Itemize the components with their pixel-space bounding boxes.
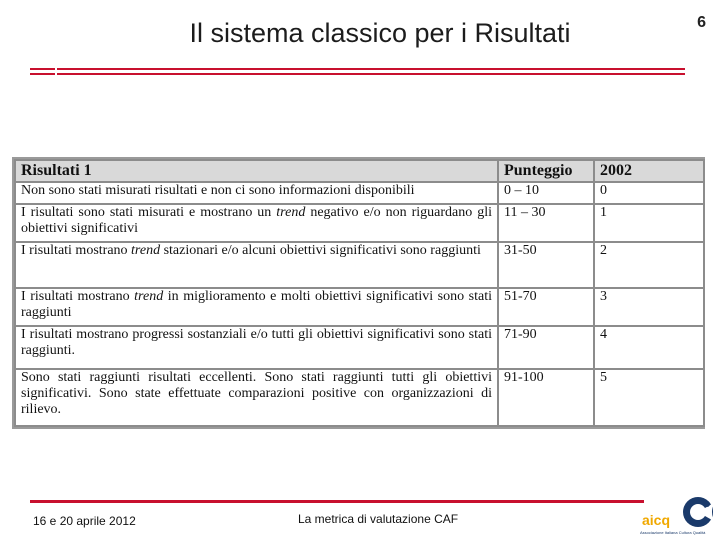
header-score-range: Punteggio	[498, 160, 594, 182]
footer-title: La metrica di valutazione CAF	[298, 512, 459, 526]
header-results: Risultati 1	[15, 160, 498, 182]
row-score: 4	[594, 326, 704, 369]
table-row	[15, 288, 704, 327]
row-score-range: 51-70	[498, 288, 594, 327]
table-row	[15, 326, 704, 369]
footer-date: 16 e 20 aprile 2012	[33, 514, 136, 528]
logo-subtitle: Associazione Italiana Cultura Qualità	[640, 530, 706, 535]
table-row	[15, 204, 704, 242]
row-description: Sono stati raggiunti risultati eccellenti. Sono stati raggiunti tutti gli obiettivi significativi. Sono state effettuate comparazioni positive con organizzazioni di rilievo.	[15, 369, 498, 426]
row-score: 5	[594, 369, 704, 426]
table-header-row	[15, 160, 704, 182]
row-score-range: 71-90	[498, 326, 594, 369]
header-year: 2002	[594, 160, 704, 182]
title-underline	[30, 68, 685, 75]
row-score-range: 0 – 10	[498, 182, 594, 204]
slide-title: Il sistema classico per i Risultati	[189, 18, 571, 48]
row-description: I risultati sono stati misurati e mostrano un trend negativo e/o non riguardano gli obiettivi significativi	[15, 204, 498, 242]
row-score: 2	[594, 242, 704, 288]
row-description: I risultati mostrano progressi sostanziali e/o tutti gli obiettivi significativi sono stati raggiunti.	[15, 326, 498, 369]
row-score-range: 11 – 30	[498, 204, 594, 242]
aicq-logo	[640, 494, 716, 538]
row-score: 3	[594, 288, 704, 327]
results-table	[14, 159, 705, 427]
results-table-frame	[12, 157, 705, 429]
row-description: I risultati mostrano trend stazionari e/o alcuni obiettivi significativi sono raggiunti	[15, 242, 498, 288]
row-score: 1	[594, 204, 704, 242]
footer-rule	[30, 500, 644, 503]
row-score: 0	[594, 182, 704, 204]
logo-text: aicq	[642, 512, 671, 528]
row-score-range: 31-50	[498, 242, 594, 288]
table-row	[15, 242, 704, 288]
row-score-range: 91-100	[498, 369, 594, 426]
row-description: I risultati mostrano trend in miglioramento e molti obiettivi significativi sono stati raggiunti	[15, 288, 498, 327]
row-description: Non sono stati misurati risultati e non ci sono informazioni disponibili	[15, 182, 498, 204]
table-row	[15, 182, 704, 204]
table-row	[15, 369, 704, 426]
table-body	[15, 182, 704, 426]
page-number: 6	[697, 14, 706, 31]
